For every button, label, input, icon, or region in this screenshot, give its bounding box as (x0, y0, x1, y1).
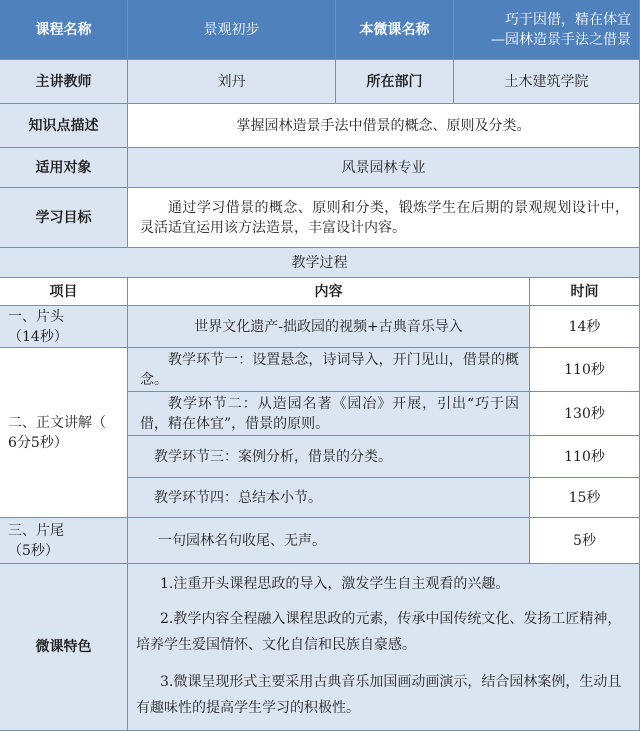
main-label: 二、正文讲解（ 6分5秒） (0, 348, 128, 518)
dept-label: 所在部门 (336, 60, 454, 104)
feature-item: 1.注重开头课程思政的导入，激发学生自主观看的兴趣。 (160, 576, 510, 593)
step-3-time: 110秒 (530, 436, 640, 478)
audience-text: 风景园林专业 (128, 148, 640, 188)
goal-cell (128, 188, 640, 248)
knowledge-text: 掌握园林造景手法中借景的概念、原则及分类。 (128, 104, 640, 148)
step-4-text (128, 478, 530, 518)
step-4-time: 15秒 (530, 478, 640, 518)
micro-course-name (454, 0, 640, 60)
goal-text: 通过学习借景的概念、原则和分类，锻炼学生在后期的景观规划设计中，灵活适宜运用该方法造景，丰富设计内容。 (140, 199, 629, 236)
course-name-value: 景观初步 (128, 0, 336, 60)
goal-label: 学习目标 (0, 188, 128, 248)
step-1-text (128, 348, 530, 392)
intro-content: 世界文化遗产-拙政园的视频+古典音乐导入 (128, 306, 530, 348)
teacher-label: 主讲教师 (0, 60, 128, 104)
micro-course-name-line2: —园林造景手法之借景 (491, 31, 631, 48)
step-1-time: 110秒 (530, 348, 640, 392)
course-name-label: 课程名称 (0, 0, 128, 60)
feature-item: 2.教学内容全程融入课程思政的元素，传承中国传统文化、发扬工匠精神，培养学生爱国情怀、文化自信和民族自豪感。 (136, 610, 622, 653)
step-3-text (128, 436, 530, 478)
step-1-label: 教学环节一：设置悬念，诗词导入，开门见山，借景的概念。 (140, 351, 519, 388)
step-2-label: 教学环节二：从造园名著《园冶》开展，引出“巧于因借，精在体宜”，借景的原则。 (140, 395, 519, 432)
micro-course-label: 本微课名称 (336, 0, 454, 60)
intro-label: 一、片头 （14秒） (0, 306, 128, 348)
col-item-header: 项目 (0, 278, 128, 306)
col-time-header: 时间 (530, 278, 640, 306)
features-list (128, 564, 640, 731)
dept-value: 土木建筑学院 (454, 60, 640, 104)
feature-item: 3.微课呈现形式主要采用古典音乐加国画动画演示，结合园林案例，生动且有趣味性的提高学生学习的积极性。 (136, 673, 622, 716)
step-2-text (128, 392, 530, 436)
micro-course-name-line1: 巧于因借，精在体宜 (505, 11, 631, 28)
col-content-header: 内容 (128, 278, 530, 306)
features-label: 微课特色 (0, 564, 128, 731)
step-4-label: 教学环节四：总结本小节。 (154, 489, 322, 506)
knowledge-label: 知识点描述 (0, 104, 128, 148)
step-3-label: 教学环节三：案例分析，借景的分类。 (154, 448, 392, 465)
outro-content: 一句园林名句收尾、无声。 (128, 518, 530, 564)
process-title: 教学过程 (0, 248, 640, 278)
intro-time: 14秒 (530, 306, 640, 348)
teacher-name: 刘丹 (128, 60, 336, 104)
audience-label: 适用对象 (0, 148, 128, 188)
outro-label: 三、片尾 （5秒） (0, 518, 128, 564)
step-2-time: 130秒 (530, 392, 640, 436)
outro-time: 5秒 (530, 518, 640, 564)
